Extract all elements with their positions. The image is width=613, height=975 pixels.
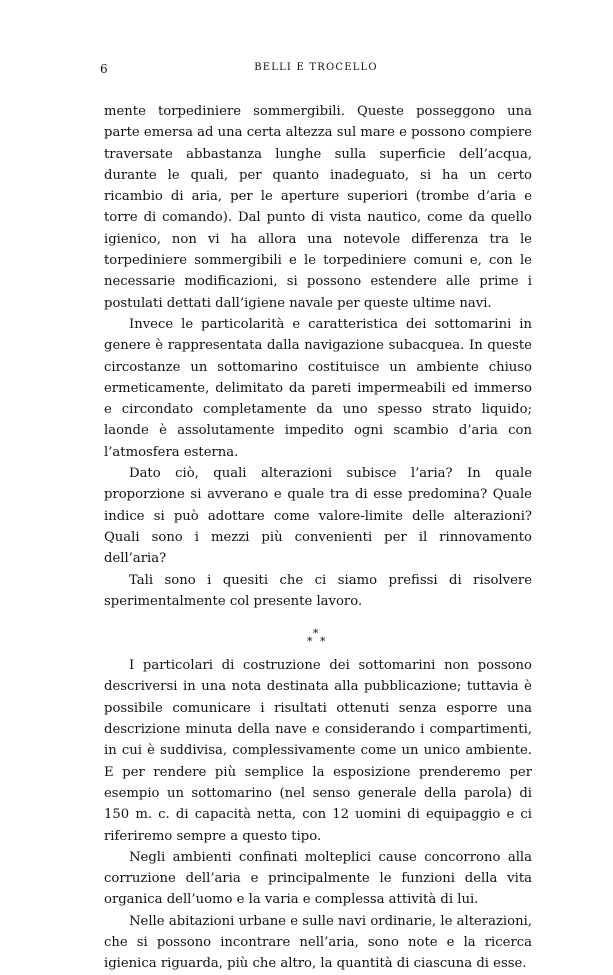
paragraph: Invece le particolarità e caratteristica dei sottomarini in genere è rappresentata dalla navigazione subacquea. In queste circostanze un sottomarino costituisce un ambiente chiuso ermeticamente, delimitato da pareti impermeabili ed immerso e circondato completamente da uno spesso strato liquido; laonde è assolutamente impedito ogni scambio d’aria con l’atmosfera esterna. (104, 316, 532, 460)
paragraph: Tali sono i quesiti che ci siamo prefissi di risolvere sperimentalmente col presente lavoro. (104, 572, 532, 609)
body-text (104, 101, 532, 975)
paragraph: Negli ambienti confinati molteplici cause concorrono alla corruzione dell’aria e principalmente le funzioni della vita organica dell’uomo e la varia e complessa attività di lui. (104, 849, 532, 908)
paragraph: Dato ciò, quali alterazioni subisce l’aria? In quale proporzione si avverano e quale tra di esse predomina? Quale indice si può adottare come valore-limite delle alterazioni? Quali sono i mezzi più convenienti per il rinnovamento dell’aria? (104, 466, 532, 567)
paragraph: mente torpediniere sommergibili. Queste posseggono una parte emersa ad una certa altezza sul mare e possono compiere traversate abbastanza lunghe sulla superficie dell’acqua, durante le quali, per quanto inadeguato, si ha un certo ricambio di aria, per le aperture superiori (trombe d’aria e torre di comando). Dal punto di vista nautico, come da quello igienico, non vi ha allora una notevole differenza tra le torpediniere sommergibili e le torpediniere comuni e, con le necessarie modificazioni, si possono estendere alle prime i postulati dettati dall’igiene navale per queste ultime navi. (104, 104, 532, 311)
section-separator (104, 619, 532, 653)
page-header (100, 62, 532, 82)
running-head: BELLI E TROCELLO (254, 62, 378, 73)
asterism-star: * (320, 635, 326, 649)
asterism-star: * (313, 627, 319, 641)
asterism-star: * (307, 635, 313, 649)
page-number: 6 (100, 62, 109, 76)
paragraph: Nelle abitazioni urbane e sulle navi ordinarie, le alterazioni, che si possono incontrare nell’aria, sono note e la ricerca igienica riguarda, più che altro, la quantità di ciascuna di esse. (104, 913, 532, 972)
paragraph: I particolari di costruzione dei sottomarini non possono descriversi in una nota destinata alla pubblicazione; tuttavia è possibile comunicare i risultati ottenuti senza esporre una descrizione minuta della nave e considerando i compartimenti, in cui è suddivisa, complessivamente come un unico ambiente. E per rendere più semplice la esposizione prenderemo per esempio un sottomarino (nel senso generale della parola) di 150 m. c. di capacità netta, con 12 uomini di equipaggio e ci riferiremo sempre a questo tipo. (104, 658, 532, 844)
